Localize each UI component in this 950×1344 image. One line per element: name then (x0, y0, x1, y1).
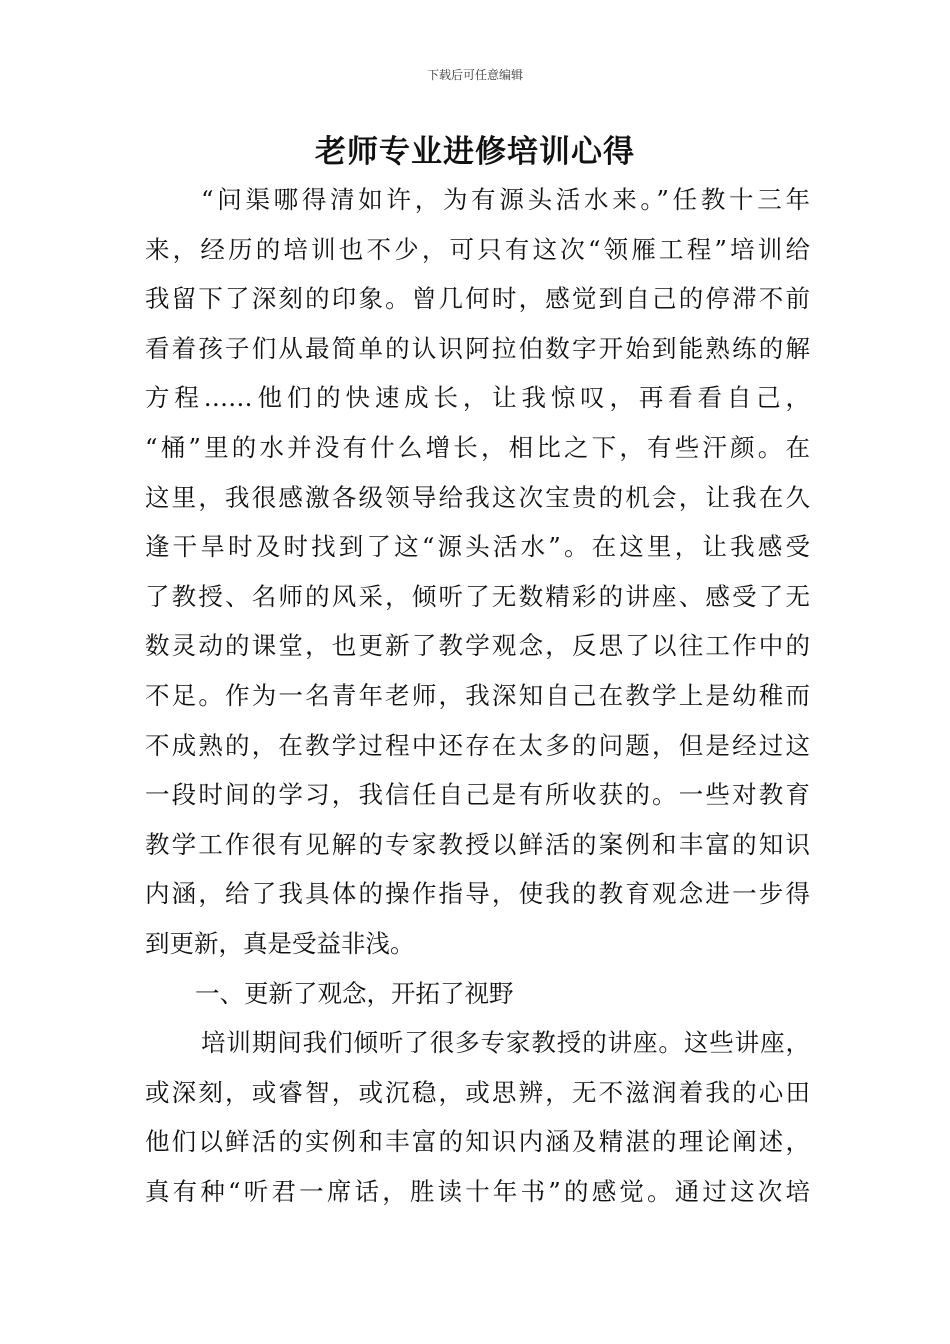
paragraph-line: 教学工作很有见解的专家教授以鲜活的案例和丰富的知识 (145, 829, 810, 859)
paragraph-line: 他们以鲜活的实例和丰富的知识内涵及精湛的理论阐述， (145, 1127, 810, 1157)
paragraph-line: 或深刻，或睿智，或沉稳，或思辨，无不滋润着我的心田 (145, 1077, 810, 1107)
paragraph-line: 了教授、名师的风采，倾听了无数精彩的讲座、感受了无 (145, 581, 810, 611)
header-note: 下载后可任意编辑 (426, 68, 523, 82)
paragraph-line: 方程……他们的快速成长，让我惊叹，再看看自己， (145, 383, 810, 413)
paragraph-line: “桶”里的水并没有什么增长，相比之下，有些汗颜。在 (145, 432, 810, 462)
section-heading: 一、更新了观念，开拓了视野 (195, 978, 514, 1008)
paragraph-line: 这里，我很感激各级领导给我这次宝贵的机会，让我在久 (145, 482, 810, 512)
paragraph-line: “问渠哪得清如许，为有源头活水来。”任教十三年 (201, 185, 810, 214)
paragraph-line: 来，经历的培训也不少，可只有这次“领雁工程”培训给 (145, 234, 810, 264)
paragraph-line: 数灵动的课堂，也更新了教学观念，反思了以往工作中的 (145, 631, 810, 661)
document-title: 老师专业进修培训心得 (315, 134, 635, 170)
document-body (145, 175, 810, 1216)
paragraph-line: 不成熟的，在教学过程中还存在太多的问题，但是经过这 (145, 730, 810, 760)
paragraph-line: 真有种“听君一席话，胜读十年书”的感觉。通过这次培 (145, 1176, 810, 1206)
paragraph-line: 不足。作为一名青年老师，我深知自己在教学上是幼稚而 (145, 680, 810, 710)
paragraph-line: 培训期间我们倾听了很多专家教授的讲座。这些讲座， (201, 1028, 810, 1058)
paragraph-line: 逢干旱时及时找到了这“源头活水”。在这里，让我感受 (145, 532, 810, 562)
paragraph-line: 到更新，真是受益非浅。 (145, 928, 415, 958)
paragraph-line: 我留下了深刻的印象。曾几何时，感觉到自己的停滞不前 (145, 284, 810, 314)
paragraph-line: 内涵，给了我具体的操作指导，使我的教育观念进一步得 (145, 879, 810, 909)
paragraph-line: 看着孩子们从最简单的认识阿拉伯数字开始到能熟练的解 (145, 333, 810, 363)
paragraph-line: 一段时间的学习，我信任自己是有所收获的。一些对教育 (145, 780, 810, 810)
